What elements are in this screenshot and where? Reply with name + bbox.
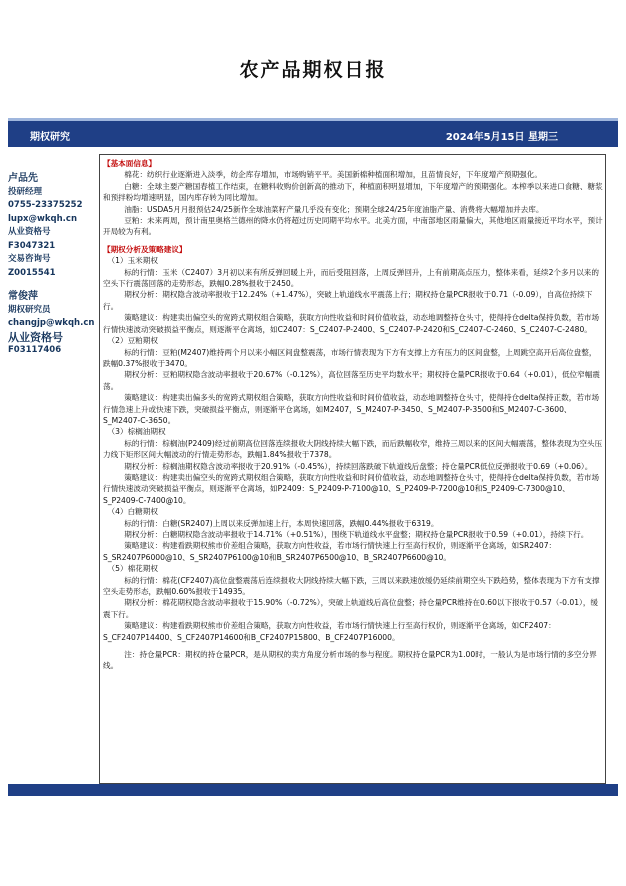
analyst-role: 投研经理 [8, 186, 43, 197]
footer-bar [8, 784, 618, 796]
report-content [103, 158, 603, 672]
section-paragraph: 期权分析：棉花期权隐含波动率报收于15.90%（-0.72%），突破上轨道线后高位盘整；持仓量PCR维持在0.60以下报收于0.57（-0.01），缓震下行。 [103, 598, 599, 619]
page-title: 农产品期权日报 [239, 59, 387, 81]
basic-cotton: 棉花：纺织行业逐渐进入淡季，纺企库存增加，市场购销平平。美国新棉种植面积增加，且苗情良好，下年度增产预期强化。 [124, 170, 542, 180]
section-paragraph: 期权分析：棕榈油期权隐含波动率报收于20.91%（-0.45%），持续回落跌破下轨道线后盘整；持仓量PCR低位反弹报收于0.69（+0.06）。 [124, 461, 593, 471]
section-paragraph: 策略建议：构建卖出偏空头的宽跨式期权组合策略，获取方向性收益和时间价值收益，动态地调整持仓头寸，使得持仓delta保持负数，若市场行情快速波动突破损益平衡点，则逐渐平仓离场，如C2407：S_C2407-P-2400、S_C2407-P-2420和S_C2407-C-2460、S_C2407-C-2480。 [103, 313, 600, 334]
section-paragraph: 标的行情：棉花(CF2407)高位盘整震荡后连续报收大阴线持续大幅下跌，三周以来跌速放缓仍延续前期空头下跌趋势，整体表现为下方有支撑空头走势形态，跌幅0.60%报收于14935。 [103, 575, 600, 597]
analyst-name: 卢品先 [8, 173, 38, 184]
basic-soymeal: 豆粕：未来两周，预计南里奥格兰德州的降水仍将超过历史同期平均水平。北美方面，中南部地区雨量偏大，其他地区雨量接近平均水平，预计开局较为有利。 [103, 216, 603, 237]
section-paragraph: 策略建议：构建看跌期权熊市价差组合策略，获取方向性收益，若市场行情快速上行至高行权价，则逐渐平仓离场，如CF2407：S_CF2407P14400、S_CF2407P14600和B_CF2407P15800、B_CF2407P16000。 [103, 621, 556, 642]
section-paragraph: 期权分析：期权隐含波动率报收于12.24%（+1.47%），突破上轨道线水平震荡上行；期权持仓量PCR报收于0.71（-0.09），自高位持续下行。 [103, 290, 593, 311]
header-bar [8, 118, 618, 147]
basic-oil: 油脂：USDA5月月报预估24/25新作全球油菜籽产量几乎没有变化；预期全球24/25年度油脂产量、消费将大幅增加并去库。 [124, 204, 544, 214]
basic-sugar: 白糖：全球主要产糖国春植工作结束，在糖料收购价创新高的推动下，种植面积明显增加，下年度增产的预期强化。本榨季以来进口食糖、糖浆和预拌粉均增速明显，国内库存转为同比增加。 [103, 181, 603, 203]
analyst-role: 期权研究员 [8, 304, 51, 315]
analyst-sidebar [8, 172, 100, 358]
section-paragraph: 标的行情：玉米（C2407）3月初以来有所反弹回暖上升，而后受阻回落，上周反弹回升，上有前期高点压力，整体来看，延续2个多月以来的空头下行震荡回落的走势形态，跌幅0.28%报收于2450。 [103, 267, 599, 289]
section-paragraph: 标的行情：棕榈油(P2409)经过前期高位回落连续报收大阴线持续大幅下跌，而后跌幅收窄，维持三周以来的区间大幅震荡，整体表现为空头压力线下矩形区间大幅波动的行情走势形态，跌幅1.84%报收于7378。 [103, 438, 603, 460]
qual-label: 从业资格号 [8, 227, 51, 237]
report-date: 2024年5月15日 星期三 [445, 132, 558, 143]
analyst-email: changjp@wkqh.cn [8, 318, 95, 328]
section-heading: （3）棕榈油期权 [107, 427, 166, 437]
section-paragraph: 策略建议：构建看跌期权熊市价差组合策略，获取方向性收益，若市场行情快速上行至高行权价，则逐渐平仓离场，如SR2407：S_SR2407P6000@10、S_SR2407P6100@10和B_SR2407P6500@10、B_SR2407P6600@10。 [103, 541, 557, 562]
section-heading: （2）豆粕期权 [107, 336, 158, 346]
section-heading: （4）白糖期权 [107, 507, 158, 517]
analyst-email: lupx@wkqh.cn [8, 213, 77, 224]
analyst-name: 常俊萍 [8, 291, 38, 302]
section-paragraph: 期权分析：豆粕期权隐含波动率报收于20.67%（-0.12%），高位回落至历史平均数水平；期权持仓量PCR报收于0.64（+0.01），低位窄幅震荡。 [103, 370, 600, 391]
section-paragraph: 标的行情：豆粕(M2407)维持两个月以来小幅区间盘整震荡，市场行情表现为下方有支撑上方有压力的区间盘整，上周跳空高开后高位盘整，跌幅0.37%报收于3470。 [103, 347, 597, 368]
section-label: 期权研究 [30, 132, 70, 143]
basic-info-heading: 【基本面信息】 [103, 159, 157, 168]
report-body [99, 154, 606, 784]
section-heading: （1）玉米期权 [107, 256, 158, 266]
section-heading: （5）棉花期权 [107, 564, 158, 574]
qual-number: F03117406 [8, 345, 62, 355]
pcr-note: 注：持仓量PCR：期权的持仓量PCR，是从期权的卖方角度分析市场的参与程度。期权持仓量PCR为1.00时，一般认为是市场行情的多空分界线。 [103, 650, 597, 671]
section-paragraph: 期权分析：白糖期权隐含波动率报收于14.71%（+0.51%），围绕下轨道线水平盘整；期权持仓量PCR报收于0.59（+0.01），持续下行。 [124, 530, 589, 539]
invest-label: 交易咨询号 [8, 254, 51, 264]
qual-number: F3047321 [8, 240, 56, 251]
invest-number: Z0015541 [8, 267, 56, 278]
analyst-phone: 0755-23375252 [8, 200, 83, 210]
section-paragraph: 策略建议：构建卖出偏空头的宽跨式期权组合策略，获取方向性收益和时间价值收益，动态地调整持仓头寸，使得持仓delta保持负数，若市场行情快速波动突破损益平衡点，则逐渐平仓离场，如P2409：S_P2409-P-7100@10、S_P2409-P-7200@10和S_P2409-C-7300@10、S_P2409-C-7400@10。 [103, 472, 600, 505]
analysis-heading: 【期权分析及策略建议】 [103, 244, 187, 254]
section-paragraph: 标的行情：白糖(SR2407)上周以来反弹加速上行，本周快速回落，跌幅0.44%报收于6319。 [124, 518, 439, 528]
section-paragraph: 策略建议：构建卖出偏多头的宽跨式期权组合策略，获取方向性收益和时间价值收益，动态地调整持仓头寸，使得持仓delta保持正数，若市场行情急速上升或快速下跌，突破损益平衡点，则逐渐平仓离场，如M2407，S_M2407-P-3450、S_M2407-P-3500和S_M2407-C-3600、S_M2407-C-3650。 [103, 393, 600, 425]
qual-label: 从业资格号 [8, 330, 63, 344]
